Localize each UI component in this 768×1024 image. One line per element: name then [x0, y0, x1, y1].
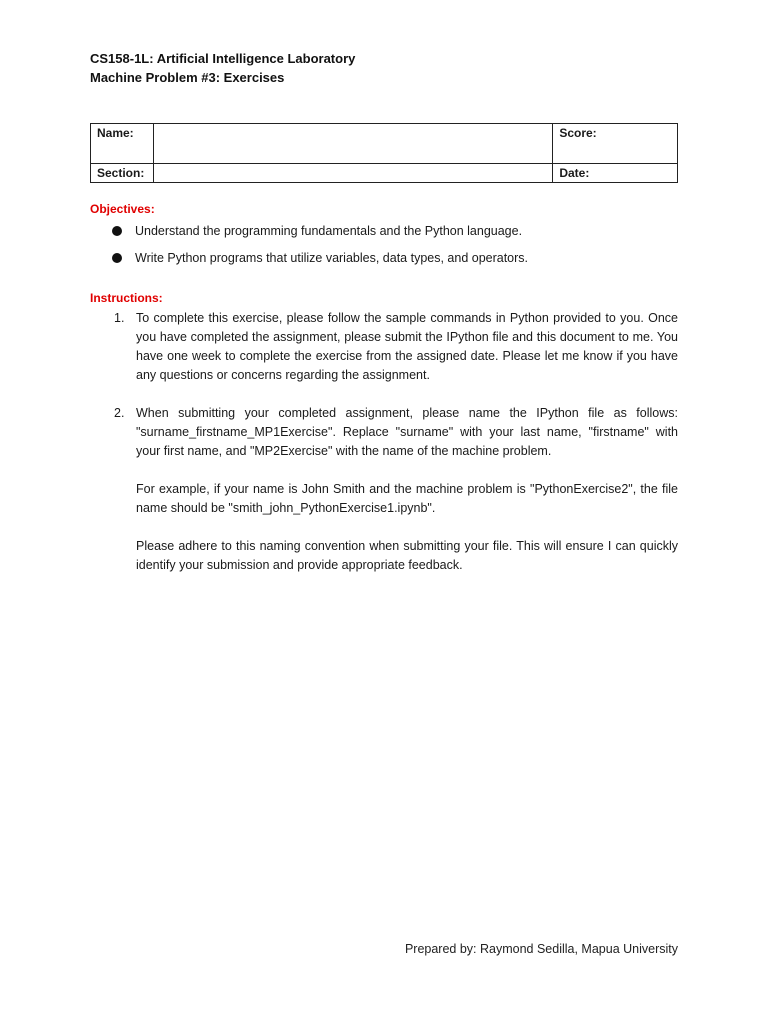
instruction-step	[110, 309, 678, 385]
name-label: Name:	[91, 124, 154, 164]
instructions-heading: Instructions:	[90, 291, 163, 305]
document-header	[90, 49, 355, 87]
objective-text: Write Python programs that utilize variables, data types, and operators.	[135, 251, 529, 265]
objectives-list	[112, 223, 692, 277]
name-field[interactable]	[153, 124, 552, 164]
step-paragraph: When submitting your completed assignment, please name the IPython file as follows: "surname_firstname_MP1Exercise". Replace "surname" with your last name, "firstname" with your first name, and "MP2Exercise" with the name of the machine problem.	[136, 406, 678, 458]
step-paragraph: Please adhere to this naming convention when submitting your file. This will ensure I can quickly identify your submission and provide appropriate feedback.	[136, 539, 678, 572]
step-number: 1.	[114, 311, 125, 325]
objectives-heading: Objectives:	[90, 202, 155, 216]
instructions-list	[110, 309, 678, 575]
step-paragraph: For example, if your name is John Smith and the machine problem is "PythonExercise2", the file name should be "smith_john_PythonExercise1.ipynb".	[136, 482, 678, 515]
list-item	[112, 250, 692, 277]
date-label: Date:	[553, 164, 678, 183]
score-label: Score:	[553, 124, 678, 164]
step-number: 2.	[114, 406, 125, 420]
bullet-icon	[112, 226, 122, 236]
section-field[interactable]	[153, 164, 552, 183]
section-label: Section:	[91, 164, 154, 183]
course-title: CS158-1L: Artificial Intelligence Laboratory	[90, 51, 356, 66]
problem-title: Machine Problem #3: Exercises	[90, 70, 285, 85]
bullet-icon	[112, 253, 122, 263]
objective-text: Understand the programming fundamentals and the Python language.	[135, 224, 523, 238]
step-paragraph: To complete this exercise, please follow the sample commands in Python provided to you. Once you have completed the assignment, please submit the IPython file and this document to me. You have one week to complete the exercise from the assigned date. Please let me know if you have any questions or concerns regarding the assignment.	[136, 311, 678, 382]
instruction-step	[110, 404, 678, 575]
prepared-by-footer: Prepared by: Raymond Sedilla, Mapua University	[404, 942, 678, 956]
list-item	[112, 223, 692, 250]
student-info-table	[90, 123, 678, 183]
